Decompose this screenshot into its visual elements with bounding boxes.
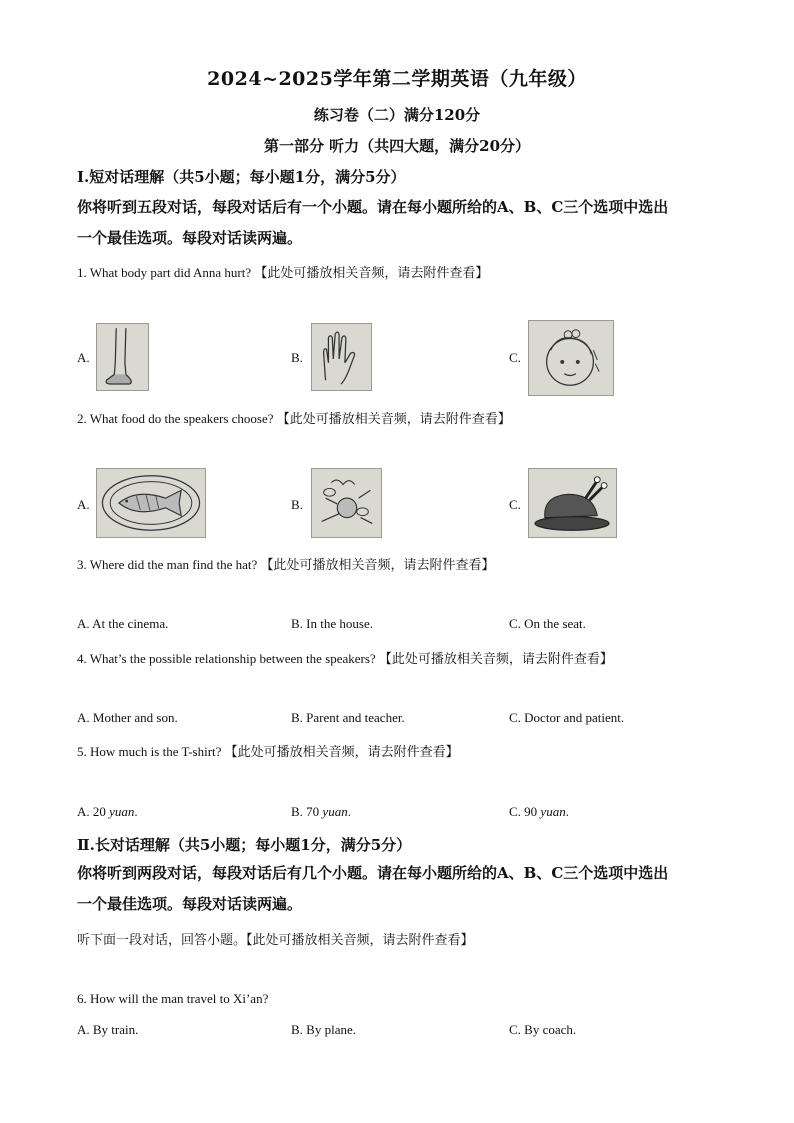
q3-option-a[interactable]: A. At the cinema. [77, 616, 169, 631]
q1-option-a-label[interactable]: A. [77, 350, 90, 365]
section2-heading: Ⅱ.长对话理解（共5小题；每小题1分，满分5分） [77, 836, 412, 854]
section2-instructions [77, 858, 717, 920]
q5-a-end: . [134, 804, 138, 819]
section1-instr-line1: 你将听到五段对话，每段对话后有一个小题。请在每小题所给的A、B、C三个选项中选出 [77, 198, 669, 216]
q5-a-amount: A. 20 [77, 804, 106, 819]
q1-option-b-label[interactable]: B. [291, 350, 303, 365]
q5-b-unit: yuan [322, 804, 348, 819]
exam-title: 2024~2025学年第二学期英语（九年级） [207, 68, 587, 90]
q2-option-b-label[interactable]: B. [291, 497, 303, 512]
q5-a-unit: yuan [109, 804, 135, 819]
q4-option-b[interactable]: B. Parent and teacher. [291, 710, 405, 725]
q5-b-amount: B. 70 [291, 804, 320, 819]
q6-option-b[interactable]: B. By plane. [291, 1022, 356, 1037]
hand-icon [312, 324, 371, 390]
roast-chicken-icon [529, 469, 616, 537]
q3-option-c[interactable]: C. On the seat. [509, 616, 586, 631]
q1-option-c-label[interactable]: C. [509, 350, 521, 365]
question-4: 4. What’s the possible relationship between the speakers? 【此处可播放相关音频，请去附件查看】 [77, 651, 613, 666]
listen-note: 听下面一段对话，回答小题。【此处可播放相关音频，请去附件查看】 [77, 933, 474, 948]
q4-option-a[interactable]: A. Mother and son. [77, 710, 178, 725]
vegetables-icon [312, 469, 381, 537]
fish-plate-icon [97, 469, 205, 537]
part-heading: 第一部分 听力（共四大题，满分20分） [263, 137, 531, 155]
fish-image[interactable] [96, 468, 206, 538]
q5-option-b[interactable] [291, 804, 351, 820]
section2-instr-line2: 一个最佳选项。每段对话读两遍。 [77, 895, 303, 913]
q2-option-a-label[interactable]: A. [77, 497, 90, 512]
section1-heading: Ⅰ.短对话理解（共5小题；每小题1分，满分5分） [77, 168, 406, 186]
section2-instr-line1: 你将听到两段对话，每段对话后有几个小题。请在每小题所给的A、B、C三个选项中选出 [77, 864, 669, 882]
q5-option-a[interactable] [77, 804, 138, 820]
section1-instructions [77, 192, 717, 254]
question-1: 1. What body part did Anna hurt? 【此处可播放相关音频，请去附件查看】 [77, 265, 489, 280]
q4-option-c[interactable]: C. Doctor and patient. [509, 710, 625, 725]
q5-option-c[interactable] [509, 804, 569, 820]
q6-option-c[interactable]: C. By coach. [509, 1022, 577, 1037]
q5-c-amount: C. 90 [509, 804, 538, 819]
vegetables-image[interactable] [311, 468, 382, 538]
roast-chicken-image[interactable] [528, 468, 617, 538]
section1-instr-line2: 一个最佳选项。每段对话读两遍。 [77, 229, 303, 247]
question-5: 5. How much is the T-shirt? 【此处可播放相关音频，请去附件查看】 [77, 744, 459, 759]
q5-c-end: . [565, 804, 569, 819]
paper-info: 练习卷（二）满分120分 [313, 106, 481, 124]
foot-icon [97, 324, 148, 390]
face-icon [529, 321, 613, 395]
question-3: 3. Where did the man find the hat? 【此处可播放相关音频，请去附件查看】 [77, 557, 495, 572]
q5-b-end: . [347, 804, 351, 819]
foot-image[interactable] [96, 323, 149, 391]
hand-image[interactable] [311, 323, 372, 391]
face-image[interactable] [528, 320, 614, 396]
question-2: 2. What food do the speakers choose? 【此处可播放相关音频，请去附件查看】 [77, 411, 511, 426]
q5-c-unit: yuan [540, 804, 566, 819]
q2-option-c-label[interactable]: C. [509, 497, 521, 512]
question-6: 6. How will the man travel to Xi’an? [77, 991, 269, 1006]
q6-option-a[interactable]: A. By train. [77, 1022, 139, 1037]
q3-option-b[interactable]: B. In the house. [291, 616, 373, 631]
